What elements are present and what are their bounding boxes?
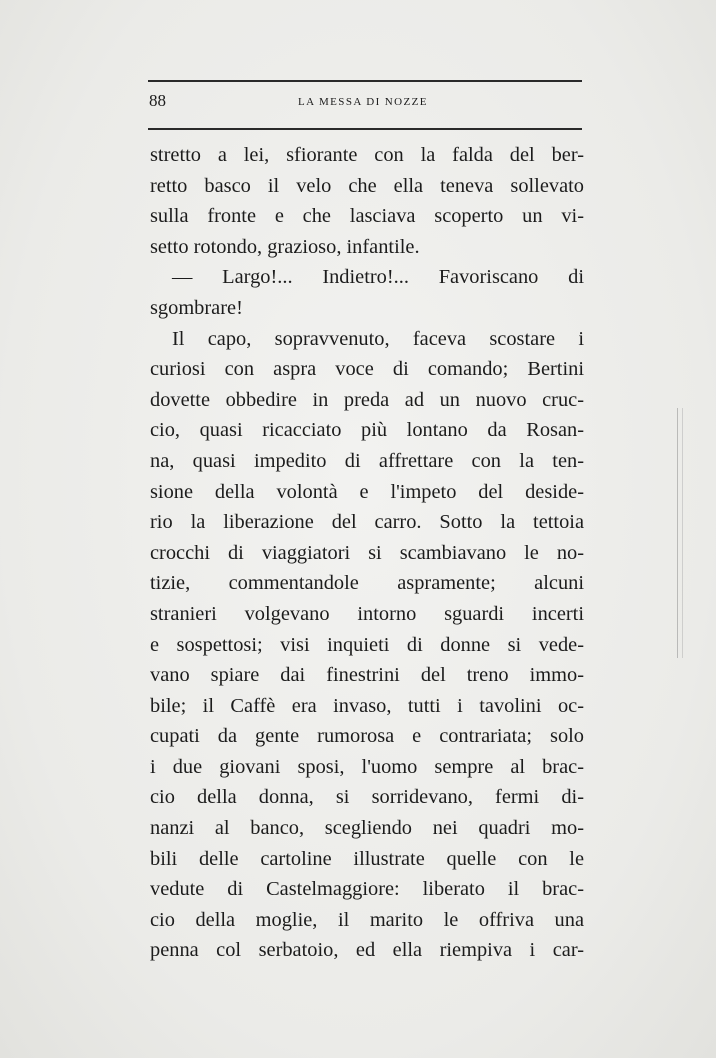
text-line: nanzi al banco, scegliendo nei quadri mo- — [150, 817, 584, 840]
text-line: bili delle cartoline illustrate quelle con le — [150, 847, 584, 870]
text-line: — Largo!... Indietro!... Favoriscano di — [172, 266, 584, 289]
page-number: 88 — [149, 91, 166, 110]
text-line: i due giovani sposi, l'uomo sempre al brac- — [150, 755, 584, 778]
text-line: cio della moglie, il marito le offriva una — [150, 908, 584, 931]
text-line: curiosi con aspra voce di comando; Bertini — [150, 358, 584, 381]
text-line: cupati da gente rumorosa e contrariata; solo — [150, 725, 584, 748]
text-line: cio della donna, si sorridevano, fermi di- — [150, 786, 584, 809]
text-line: Il capo, sopravvenuto, faceva scostare i — [172, 327, 584, 350]
margin-mark — [677, 408, 683, 658]
text-line: retto basco il velo che ella teneva sollevato — [150, 174, 584, 197]
text-line: stranieri volgevano intorno sguardi incerti — [150, 602, 584, 625]
text-line: na, quasi impedito di affrettare con la ten- — [150, 449, 584, 472]
text-line: stretto a lei, sfiorante con la falda del ber- — [150, 144, 584, 166]
text-line: e sospettosi; visi inquieti di donne si vede- — [150, 633, 584, 656]
body-text — [150, 140, 584, 966]
text-line: setto rotondo, grazioso, infantile. — [150, 235, 420, 258]
text-line: sione della volontà e l'impeto del deside- — [150, 480, 584, 503]
text-line: sgombrare! — [150, 296, 243, 319]
running-title: LA MESSA DI NOZZE — [298, 96, 428, 108]
text-line: penna col serbatoio, ed ella riempiva i car- — [150, 939, 584, 962]
text-line: rio la liberazione del carro. Sotto la tettoia — [150, 511, 584, 534]
text-line: tizie, commentandole aspramente; alcuni — [150, 572, 584, 595]
text-line: sulla fronte e che lasciava scoperto un vi- — [150, 205, 584, 228]
text-line: cio, quasi ricacciato più lontano da Rosan- — [150, 419, 584, 442]
page-header — [148, 80, 582, 130]
text-line: vano spiare dai finestrini del treno immo- — [150, 664, 584, 687]
text-line: bile; il Caffè era invaso, tutti i tavolini oc- — [150, 694, 584, 717]
text-line: crocchi di viaggiatori si scambiavano le no- — [150, 541, 584, 564]
text-line: dovette obbedire in preda ad un nuovo cruc- — [150, 388, 584, 411]
text-line: vedute di Castelmaggiore: liberato il brac- — [150, 878, 584, 901]
